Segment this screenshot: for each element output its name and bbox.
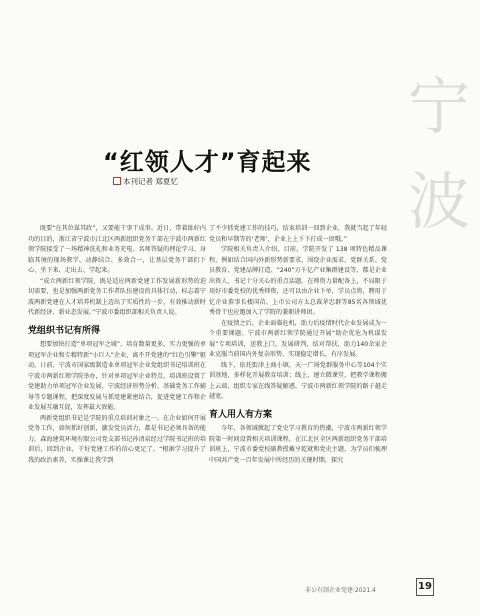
paragraph: 今年，各领域掀起了党史学习教育的热潮，宁波市两新红领学院第一时间设置相关培训课程，在江北区全区两新组织党务干部培训班上，宁波市委党校副教授戴亨乾就和党史主题，为学员们梳理中国共产党一百年发展中所经历的关键时期，探究 (209, 425, 387, 464)
paragraph: “成立两新红领学院，既是适应两新党建工作发展新形势的迫切需要，也是加强两新党务工作者队伍建设的具体行动，标志着宁波两新党建在人才培养机制上迈出了实质性的一步，有效推动新时代新经济、新业态发展。”宁波市委组织部相关负责人说。 (28, 277, 206, 316)
paragraph: 在疫情之后，企业面临危机，助力后疫情时代企业发展成为一个重要课题。宁波市两新红领学院通过开展“助企优危为机谋发展”专项培训，送教上门，发展研判，结对帮扶，助力140余家企业克服当前国内外复杂形势，实现稳定增长，有序发展。 (209, 319, 387, 358)
page-number: 19 (416, 578, 434, 596)
byline (113, 176, 178, 187)
watermark-char-2: 波 (407, 165, 471, 238)
paragraph: 两新党组织书记是学院的重点培训对象之一。在企业如何开展党务工作，如何抓好创新，激发党员活力，都是书记必须具备的能力。森海建筑环境有限公司党支部书记孙清泉经过学院书记班的培训后，回到企业，干好党建工作的信心更足了。“根据学习提升了我的政治素养，实操课让我学到 (28, 414, 206, 464)
watermark-char-1: 宁 (407, 70, 471, 143)
section-heading: 育人用人有方案 (209, 409, 273, 420)
section-heading: 党组织书记有所得 (28, 325, 101, 336)
right-column (209, 224, 387, 466)
journal-footer: 非公有制企业党建·2021.4 (305, 587, 376, 594)
left-column (28, 224, 206, 466)
paragraph: 学院相关负责人介绍，目前，学院开发了 138 项特色精品课程，例如结合国内外新形势新要求，围绕企业需求，党群关系、党员教育、党建品牌打造、“240”万千亿产业集群建设等，都是企业出资人、书记十分关心的重点话题。在师资力量配备上，不局限于用好市委党校的优秀师资，还可以由企业下单，学员点将，聘用于忆企业董事长楼国苗、上市公司方太总裁茅忠群等85名各领域优秀骨干也应邀加入了学院的兼职讲师团。 (209, 246, 387, 316)
paragraph: 了不少抓党建工作的技巧，结束培训一回到企业，我就当起了年轻党员和早期等的‘老师’，企业上上下下打成一团哦。” (209, 225, 387, 243)
paragraph: 线下，依托街津上商小镇，天一广场党群服务中心等104个实训基地，多样化开展教育培训；线上，建立微课堂，把教学课程搬上云端，组织专家在线答疑解惑，宁波市两新红领学院的路子越走越宽。 (209, 361, 387, 400)
watermark-ningbo (404, 58, 474, 268)
paragraph: 既要“在其位谋其政”，又要能干事干成事。近日，带着练好内功的目的，浙江省宁波市江北区两新组织党务干部在宁波市两新红领学院接受了一场精神洗礼和业务充电。名师答疑的理论学习、身临其境的现场教学、动静结合、多效合一，让基层党务干部们下心、坐下来、走出去、学起来。 (28, 225, 206, 274)
paragraph: 想要加快打造“单项冠军之城”，培育数量更多、实力更强的单项冠军企业和专精特新“小巨人”企业，离不开党建的“红色引擎”驱动。日前，宁波市国家级制造业单项冠军企业党组织书记培训班在宁波市两新红领学院举办，针对单项冠军企业特点，培训班设置了党建助力单项冠军企业发展、宁波经济形势分析、基础党务工作辅导等专题课程，把深度发展与抓党建紧密结合，促进党建工作和企业发展互融互促，发挥最大效能。 (28, 341, 206, 411)
byline-square-icon (113, 177, 121, 185)
article-title: “红领人才”育起来 (103, 148, 312, 176)
byline-text: 本刊记者 郑夏忆 (123, 177, 178, 186)
